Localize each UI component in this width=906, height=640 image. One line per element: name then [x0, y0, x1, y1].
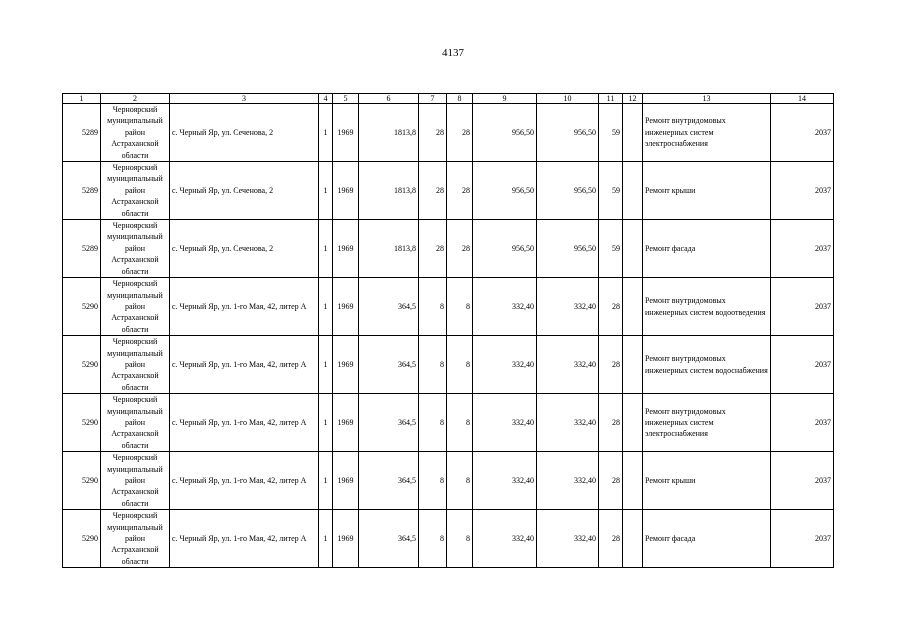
col11-cell: 28	[599, 510, 623, 568]
col12-cell	[623, 278, 643, 336]
address-cell: с. Черный Яр, ул. 1-го Мая, 42, литер А	[170, 336, 319, 394]
col9-cell: 332,40	[473, 336, 537, 394]
table-row	[63, 104, 834, 162]
column-header: 4	[319, 94, 333, 104]
area-cell: 364,5	[359, 336, 419, 394]
column-header: 6	[359, 94, 419, 104]
year-cell: 1969	[333, 162, 359, 220]
year-cell: 1969	[333, 278, 359, 336]
col7-cell: 8	[419, 510, 447, 568]
col8-cell: 28	[447, 162, 473, 220]
district-cell: Черноярский муниципальный район Астраханской области	[101, 452, 170, 510]
col9-cell: 956,50	[473, 104, 537, 162]
col7-cell: 28	[419, 162, 447, 220]
address-cell: с. Черный Яр, ул. 1-го Мая, 42, литер А	[170, 452, 319, 510]
work-type-cell: Ремонт фасада	[643, 510, 771, 568]
address-cell: с. Черный Яр, ул. 1-го Мая, 42, литер А	[170, 510, 319, 568]
col11-cell: 59	[599, 162, 623, 220]
column-header: 10	[537, 94, 599, 104]
district-cell: Черноярский муниципальный район Астраханской области	[101, 394, 170, 452]
district-cell: Черноярский муниципальный район Астраханской области	[101, 336, 170, 394]
col12-cell	[623, 220, 643, 278]
address-cell: с. Черный Яр, ул. 1-го Мая, 42, литер А	[170, 278, 319, 336]
year-planned-cell: 2037	[771, 336, 834, 394]
work-type-cell: Ремонт внутридомовых инженерных систем водоснабжения	[643, 336, 771, 394]
col8-cell: 8	[447, 394, 473, 452]
col9-cell: 956,50	[473, 220, 537, 278]
year-cell: 1969	[333, 394, 359, 452]
column-header: 12	[623, 94, 643, 104]
year-cell: 1969	[333, 452, 359, 510]
district-cell: Черноярский муниципальный район Астраханской области	[101, 220, 170, 278]
col8-cell: 28	[447, 104, 473, 162]
col12-cell	[623, 104, 643, 162]
col9-cell: 332,40	[473, 452, 537, 510]
year-planned-cell: 2037	[771, 220, 834, 278]
col11-cell: 28	[599, 278, 623, 336]
col8-cell: 8	[447, 452, 473, 510]
year-cell: 1969	[333, 104, 359, 162]
year-cell: 1969	[333, 510, 359, 568]
col8-cell: 8	[447, 336, 473, 394]
year-planned-cell: 2037	[771, 104, 834, 162]
area-cell: 1813,8	[359, 162, 419, 220]
row-id-cell: 5290	[63, 394, 101, 452]
col12-cell	[623, 394, 643, 452]
col9-cell: 956,50	[473, 162, 537, 220]
table-row	[63, 278, 834, 336]
area-cell: 1813,8	[359, 104, 419, 162]
row-id-cell: 5290	[63, 452, 101, 510]
area-cell: 364,5	[359, 278, 419, 336]
column-header: 14	[771, 94, 834, 104]
district-cell: Черноярский муниципальный район Астраханской области	[101, 510, 170, 568]
column-header: 9	[473, 94, 537, 104]
column-header: 3	[170, 94, 319, 104]
row-id-cell: 5289	[63, 104, 101, 162]
col7-cell: 8	[419, 336, 447, 394]
col7-cell: 8	[419, 394, 447, 452]
col4-cell: 1	[319, 452, 333, 510]
year-cell: 1969	[333, 336, 359, 394]
col10-cell: 332,40	[537, 394, 599, 452]
col10-cell: 332,40	[537, 278, 599, 336]
year-planned-cell: 2037	[771, 278, 834, 336]
col4-cell: 1	[319, 278, 333, 336]
col4-cell: 1	[319, 220, 333, 278]
header-row	[63, 94, 834, 104]
col12-cell	[623, 510, 643, 568]
registry-table	[62, 93, 834, 568]
col4-cell: 1	[319, 510, 333, 568]
col11-cell: 28	[599, 394, 623, 452]
col11-cell: 59	[599, 220, 623, 278]
row-id-cell: 5289	[63, 220, 101, 278]
col10-cell: 956,50	[537, 162, 599, 220]
year-planned-cell: 2037	[771, 510, 834, 568]
col10-cell: 956,50	[537, 104, 599, 162]
work-type-cell: Ремонт внутридомовых инженерных систем водоотведения	[643, 278, 771, 336]
table-row	[63, 336, 834, 394]
col7-cell: 8	[419, 452, 447, 510]
col7-cell: 8	[419, 278, 447, 336]
row-id-cell: 5289	[63, 162, 101, 220]
col8-cell: 8	[447, 278, 473, 336]
col7-cell: 28	[419, 220, 447, 278]
year-planned-cell: 2037	[771, 162, 834, 220]
col10-cell: 332,40	[537, 510, 599, 568]
col8-cell: 28	[447, 220, 473, 278]
col9-cell: 332,40	[473, 394, 537, 452]
address-cell: с. Черный Яр, ул. Сеченова, 2	[170, 104, 319, 162]
area-cell: 364,5	[359, 394, 419, 452]
col7-cell: 28	[419, 104, 447, 162]
area-cell: 1813,8	[359, 220, 419, 278]
address-cell: с. Черный Яр, ул. Сеченова, 2	[170, 162, 319, 220]
col11-cell: 59	[599, 104, 623, 162]
column-header: 11	[599, 94, 623, 104]
col4-cell: 1	[319, 336, 333, 394]
year-planned-cell: 2037	[771, 394, 834, 452]
col10-cell: 956,50	[537, 220, 599, 278]
col12-cell	[623, 452, 643, 510]
table-body	[63, 104, 834, 568]
column-header: 8	[447, 94, 473, 104]
row-id-cell: 5290	[63, 278, 101, 336]
work-type-cell: Ремонт внутридомовых инженерных систем электроснабжения	[643, 104, 771, 162]
col11-cell: 28	[599, 452, 623, 510]
column-header: 1	[63, 94, 101, 104]
work-type-cell: Ремонт фасада	[643, 220, 771, 278]
year-cell: 1969	[333, 220, 359, 278]
col8-cell: 8	[447, 510, 473, 568]
col9-cell: 332,40	[473, 278, 537, 336]
col10-cell: 332,40	[537, 452, 599, 510]
area-cell: 364,5	[359, 510, 419, 568]
row-id-cell: 5290	[63, 510, 101, 568]
work-type-cell: Ремонт крыши	[643, 452, 771, 510]
work-type-cell: Ремонт крыши	[643, 162, 771, 220]
row-id-cell: 5290	[63, 336, 101, 394]
area-cell: 364,5	[359, 452, 419, 510]
year-planned-cell: 2037	[771, 452, 834, 510]
column-header: 13	[643, 94, 771, 104]
col4-cell: 1	[319, 394, 333, 452]
district-cell: Черноярский муниципальный район Астраханской области	[101, 162, 170, 220]
address-cell: с. Черный Яр, ул. 1-го Мая, 42, литер А	[170, 394, 319, 452]
col10-cell: 332,40	[537, 336, 599, 394]
col12-cell	[623, 336, 643, 394]
col12-cell	[623, 162, 643, 220]
col4-cell: 1	[319, 104, 333, 162]
col11-cell: 28	[599, 336, 623, 394]
col9-cell: 332,40	[473, 510, 537, 568]
district-cell: Черноярский муниципальный район Астраханской области	[101, 278, 170, 336]
district-cell: Черноярский муниципальный район Астраханской области	[101, 104, 170, 162]
table-row	[63, 220, 834, 278]
table-row	[63, 162, 834, 220]
table-row	[63, 452, 834, 510]
table-header	[63, 94, 834, 104]
column-header: 2	[101, 94, 170, 104]
column-header: 7	[419, 94, 447, 104]
table-row	[63, 510, 834, 568]
page-number: 4137	[442, 47, 464, 59]
col4-cell: 1	[319, 162, 333, 220]
column-header: 5	[333, 94, 359, 104]
table-row	[63, 394, 834, 452]
address-cell: с. Черный Яр, ул. Сеченова, 2	[170, 220, 319, 278]
work-type-cell: Ремонт внутридомовых инженерных систем электроснабжения	[643, 394, 771, 452]
